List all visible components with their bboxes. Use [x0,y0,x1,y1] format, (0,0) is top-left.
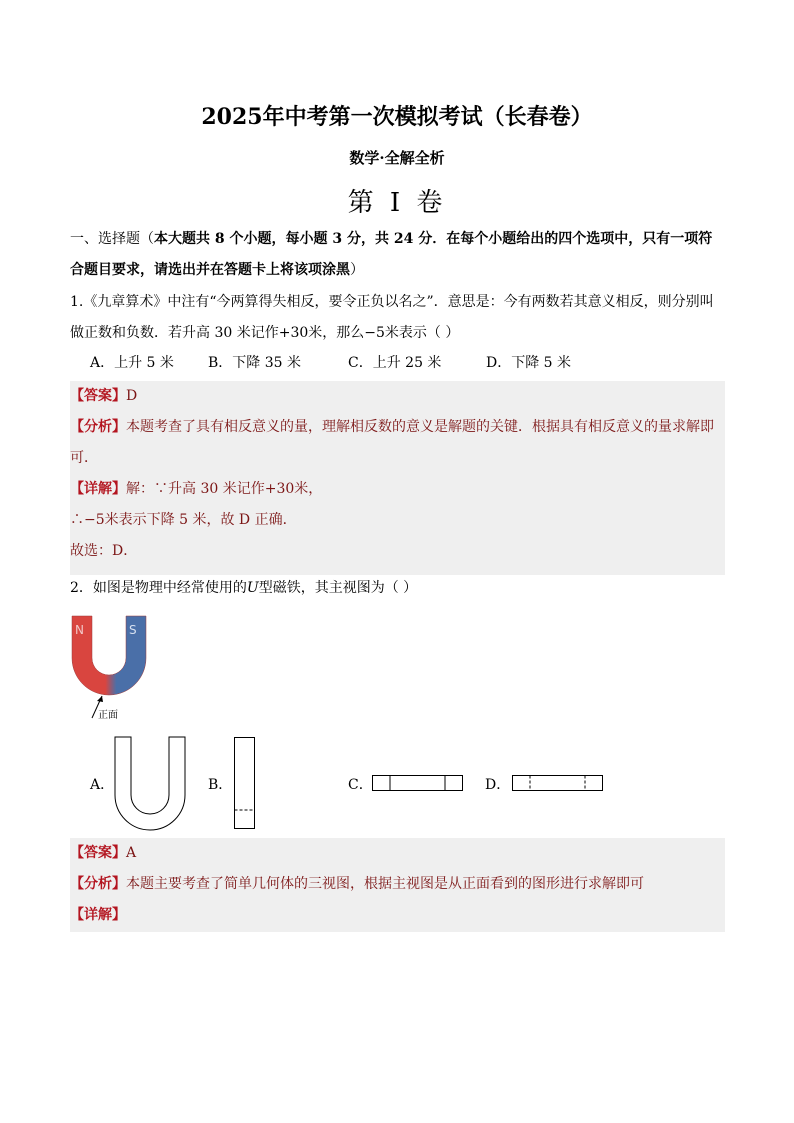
detail-line-2: ∴−5米表示下降 5 米，故 D 正确． [70,512,297,528]
detail-tag: 【详解】 [70,907,126,923]
question-2-text-post: 型磁铁，其主视图为（ ） [258,580,418,596]
answer-tag: 【答案】 [70,388,126,404]
question-1-text: 《九章算术》中注有“今两算得失相反，要令正负以名之”．意思是：今有两数若其意义相反，则分别叫做正数和负数．若升高 30 米记作+30米，那么−5米表示（ ） [70,294,714,341]
question-1-options [90,352,690,378]
figure-option-c-label: C． [348,777,373,793]
section-heading-bold: 本大题共 8 个小题，每小题 3 分，共 24 分．在每个小题给出的四个选项中，只有一项符合题目要求，请选出并在答题卡上将该项涂黑 [70,231,713,278]
analysis-tag: 【分析】 [70,876,126,892]
magnet-south-label: S [129,623,137,637]
answer-tag: 【答案】 [70,845,126,861]
figure-option-d-label: D． [485,777,511,793]
question-2-number: 2． [70,580,93,596]
exam-subtitle: 数学·全解全析 [349,149,445,167]
figure-option-a [114,737,186,831]
answer-value: D [126,388,138,404]
detail-line-1: 解：∵升高 30 米记作+30米， [126,481,323,497]
answer-row [70,838,725,869]
option-a: A．上升 5 米 [90,355,174,371]
figure-option-b [234,737,256,830]
detail-row [70,900,725,931]
question-1-solution [70,381,725,575]
option-c: C．上升 25 米 [348,355,442,371]
volume-heading: 第 I 卷 [347,188,447,218]
option-d: D．下降 5 米 [486,355,572,371]
figure-option-c [372,775,464,791]
question-1-number: 1. [70,294,84,310]
figure-option-a-label: A． [90,777,115,793]
front-label: 正面 [98,710,118,721]
analysis-row [70,412,725,474]
question-2-text-pre: 如图是物理中经常使用的 [92,580,247,596]
figure-option-d [512,775,604,791]
analysis-tag: 【分析】 [70,419,126,435]
analysis-text: 本题主要考查了简单几何体的三视图，根据主视图是从正面看到的图形进行求解即可 [126,876,644,892]
u-magnet-figure [66,610,156,725]
section-heading-lead: 一、选择题（ [70,231,154,247]
option-b: B．下降 35 米 [208,355,302,371]
analysis-text: 本题考查了具有相反意义的量，理解相反数的意义是解题的关键．根据具有相反意义的量求解即可． [70,419,714,466]
front-arrow-head [97,696,103,702]
exam-title: 2025年中考第一次模拟考试（长春卷） [201,104,593,130]
question-2-solution [70,838,725,932]
question-2-variable: U [246,580,259,596]
detail-tag: 【详解】 [70,481,126,497]
detail-line-3: 故选：D． [70,543,138,559]
question-2-stem [70,573,725,604]
analysis-row [70,869,725,900]
detail-row [70,474,725,505]
figure-option-b-label: B． [208,777,233,793]
section-heading-tail: ） [350,262,364,278]
answer-value: A [126,845,137,861]
answer-row [70,381,725,412]
question-1-stem [70,287,725,349]
section-heading [70,224,725,286]
magnet-north-label: N [75,623,84,637]
